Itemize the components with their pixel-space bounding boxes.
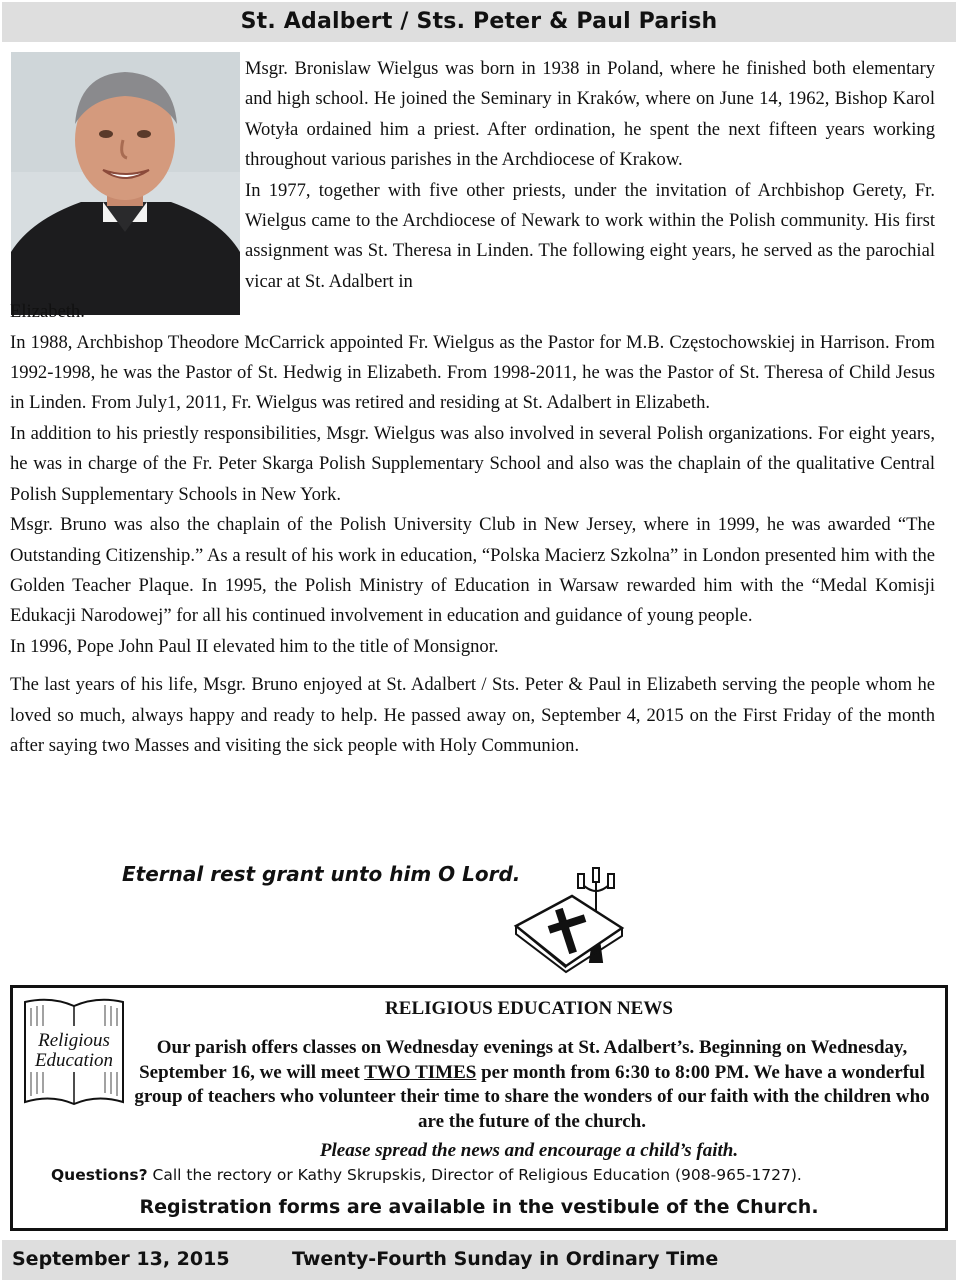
announcement-text-b: per month from 6:30 to 8:00 PM. We have a wonderful group of teachers who volunteer their time to share the wonders of our faith with the children who are the future of the church. <box>134 1061 930 1132</box>
questions-contact <box>51 1166 802 1184</box>
paragraph-organizations: In addition to his priestly responsibilities, Msgr. Wielgus was also involved in several Polish organizations. For eight years, he was in charge of the Fr. Peter Skarga Polish Supplementary School and also was the chaplain of the qualitative Central Polish Supplementary Schools in New York. <box>10 422 935 505</box>
announcement-text-a: Our parish offers classes on Wednesday evenings at St. Adalbert’s. Beginning on Wednesday, September 16, we will meet <box>139 1037 908 1083</box>
page-header <box>2 2 956 42</box>
religious-education-announcement <box>125 1036 939 1134</box>
religious-education-box <box>10 985 948 1231</box>
page-footer <box>2 1240 956 1280</box>
bible-candle-illustration <box>510 862 628 974</box>
spread-the-news: Please spread the news and encourage a child’s faith. <box>319 1140 739 1161</box>
paragraph-early-life: Msgr. Bronislaw Wielgus was born in 1938 in Poland, where he finished both elementary and high school. He joined the Seminary in Kraków, where on June 14, 1962, Bishop Karol Wotyła ordained him a priest. After ordination, he spent the next fifteen years working throughout various parishes in the Archdiocese of Krakow. <box>245 58 935 171</box>
registration-note: Registration forms are available in the vestibule of the Church. <box>139 1196 819 1218</box>
paragraph-monsignor: In 1996, Pope John Paul II elevated him to the title of Monsignor. <box>10 635 499 657</box>
obituary-article <box>10 54 935 761</box>
questions-label: Questions? <box>51 1166 148 1184</box>
logo-text-education: Education <box>34 1050 114 1071</box>
paragraph-newark-end: Elizabeth. <box>10 301 85 323</box>
paragraph-last-years: The last years of his life, Msgr. Bruno enjoyed at St. Adalbert / Sts. Peter & Paul in Elizabeth serving the people whom he loved so much, always happy and ready to help. He passed away on, September 4, 2015 on the First Friday of the month after saying two Masses and visiting the sick people with Holy Communion. <box>10 674 935 756</box>
logo-text-religious: Religious <box>38 1030 110 1051</box>
bulletin-date: September 13, 2015 <box>12 1248 230 1270</box>
announcement-emphasis: TWO TIMES <box>364 1061 477 1083</box>
religious-education-title: RELIGIOUS EDUCATION NEWS <box>385 998 673 1019</box>
paragraph-awards: Msgr. Bruno was also the chaplain of the Polish University Club in New Jersey, where in 1999, he was awarded “The Outstanding Citizenship.” As a result of his work in education, “Polska Macierz Szkolna” in London presented him with the Golden Teacher Plaque. In 1995, the Polish Ministry of Education in Warsaw rewarded him with the “Medal Komisji Edukacji Narodowej” for all his continued involvement in education and guidance of young people. <box>10 514 935 627</box>
questions-text: Call the rectory or Kathy Skrupskis, Director of Religious Education (908-965-1727). <box>147 1166 802 1184</box>
liturgical-sunday: Twenty-Fourth Sunday in Ordinary Time <box>292 1248 719 1270</box>
parish-title: St. Adalbert / Sts. Peter & Paul Parish <box>240 9 718 34</box>
paragraph-newark: In 1977, together with five other priests, under the invitation of Archbishop Gerety, Fr. Wielgus came to the Archdiocese of Newark to work within the Polish community. His first assignment was St. Theresa in Linden. The following eight years, he served as the parochial vicar at St. Adalbert in <box>245 179 935 292</box>
eternal-rest-prayer: Eternal rest grant unto him O Lord. <box>122 862 521 886</box>
paragraph-pastorates: In 1988, Archbishop Theodore McCarrick appointed Fr. Wielgus as the Pastor for M.B. Częstochowskiej in Harrison. From 1992-1998, he was the Pastor of St. Hedwig in Elizabeth. From 1998-2011, he was the Pastor of St. Theresa of Child Jesus in Linden. From July1, 2011, Fr. Wielgus was retired and residing at St. Adalbert in Elizabeth. <box>10 331 935 414</box>
